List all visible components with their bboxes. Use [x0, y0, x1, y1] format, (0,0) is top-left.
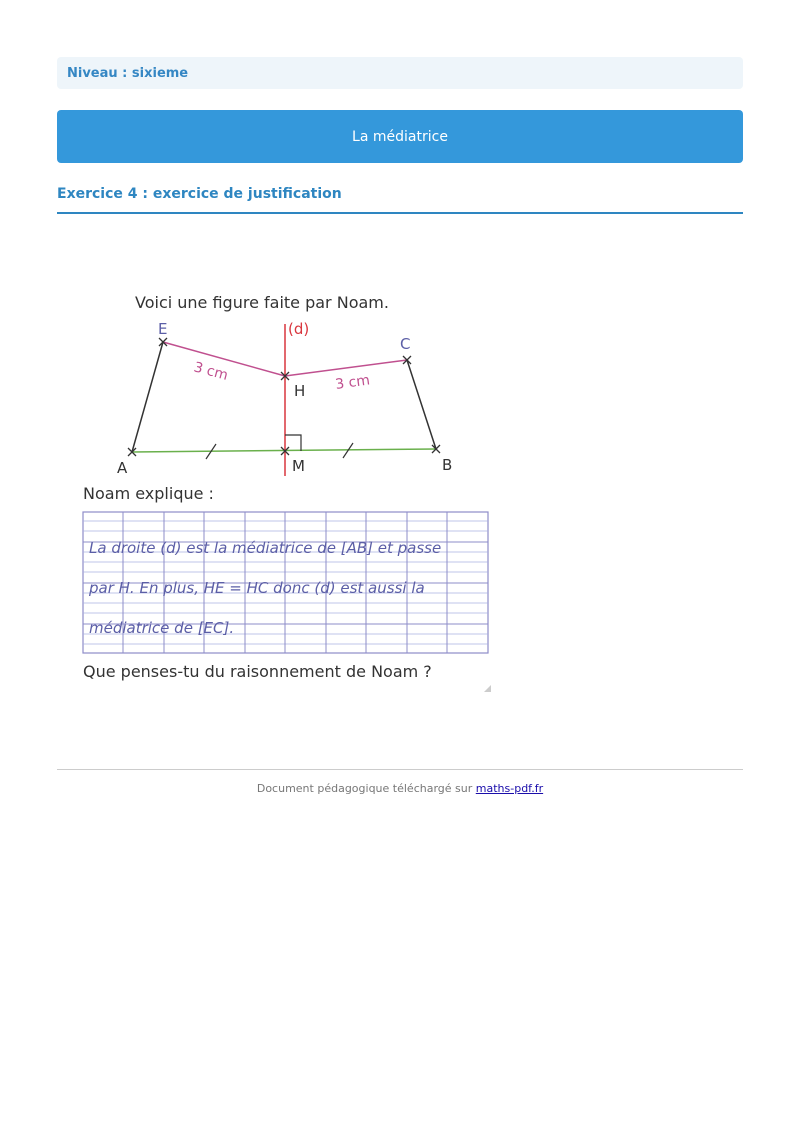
exercise-figure	[80, 288, 500, 698]
point-c-label: C	[400, 335, 411, 353]
lesson-title: La médiatrice	[352, 128, 448, 145]
explains-label: Noam explique :	[83, 484, 214, 503]
segment-cb	[407, 360, 436, 449]
line-d-label: (d)	[288, 320, 310, 338]
resize-grip-icon	[484, 685, 491, 692]
figure-intro: Voici une figure faite par Noam.	[135, 293, 389, 312]
length-he-label: 3 cm	[191, 359, 230, 384]
segment-ae	[132, 342, 163, 452]
question-text: Que penses-tu du raisonnement de Noam ?	[83, 662, 432, 681]
point-m-label: M	[292, 457, 305, 475]
point-e-cross	[159, 338, 167, 346]
explanation-line-1: La droite (d) est la médiatrice de [AB] et passe	[89, 539, 442, 557]
exercise-divider	[57, 212, 743, 214]
segment-hc	[285, 360, 407, 376]
footer-text: Document pédagogique téléchargé sur	[256, 782, 473, 795]
footer	[0, 782, 800, 795]
length-hc-label: 3 cm	[334, 372, 371, 393]
exercise-title: Exercice 4 : exercice de justification	[57, 186, 342, 202]
footer-link[interactable]: maths-pdf.fr	[475, 782, 544, 795]
point-markers	[128, 338, 440, 456]
point-h-label: H	[294, 382, 306, 400]
explanation-line-2: par H. En plus, HE = HC donc (d) est aussi la	[89, 579, 425, 597]
level-banner	[57, 57, 743, 89]
explanation-line-3: médiatrice de [EC].	[89, 619, 235, 637]
level-label: Niveau : sixieme	[67, 66, 189, 81]
footer-divider	[57, 769, 743, 770]
point-a-label: A	[117, 459, 128, 477]
point-b-label: B	[442, 456, 453, 474]
lesson-title-banner	[57, 110, 743, 163]
point-e-label: E	[158, 320, 168, 338]
